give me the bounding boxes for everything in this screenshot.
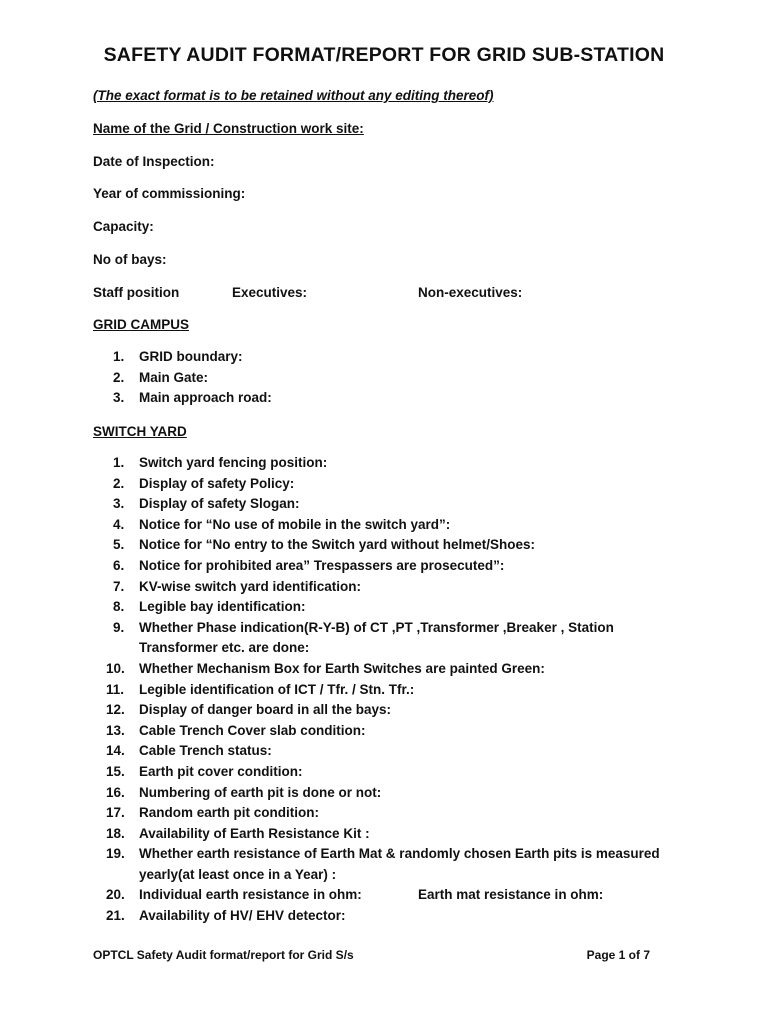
- field-bays: No of bays:: [93, 252, 167, 267]
- switch-yard-item: [0, 515, 768, 536]
- list-item-text: Legible bay identification:: [139, 599, 306, 615]
- list-item-continuation: yearly(at least once in a Year) :: [139, 866, 337, 882]
- grid-campus-item: [0, 347, 768, 368]
- list-item-number: 16.: [106, 784, 125, 800]
- switch-yard-item: [0, 824, 768, 845]
- list-item-number: 6.: [113, 557, 125, 573]
- page-footer: [93, 948, 650, 962]
- field-commissioning-year: Year of commissioning:: [93, 186, 246, 201]
- list-item-text: Notice for prohibited area” Trespassers are prosecuted”:: [139, 557, 505, 573]
- list-item-number: 3.: [113, 496, 125, 512]
- switch-yard-item: [0, 453, 768, 474]
- list-item-text: Switch yard fencing position:: [139, 455, 328, 470]
- footer-page-number: Page 1 of 7: [586, 948, 650, 962]
- footer-doc-title: OPTCL Safety Audit format/report for Grid S/s: [93, 948, 354, 962]
- list-item-text: Individual earth resistance in ohm:: [139, 887, 362, 903]
- grid-campus-list: [0, 347, 768, 409]
- list-item-number: 19.: [106, 846, 125, 862]
- list-item-text: Legible identification of ICT / Tfr. / Stn. Tfr.:: [139, 681, 415, 697]
- switch-yard-item: [0, 535, 768, 556]
- list-item-text: GRID boundary:: [139, 349, 243, 364]
- field-executives: Executives:: [232, 285, 308, 300]
- list-item-text: KV-wise switch yard identification:: [139, 578, 362, 594]
- list-item-text: Earth pit cover condition:: [139, 763, 303, 779]
- list-item-text: Main approach road:: [139, 390, 272, 406]
- list-item-text: Availability of Earth Resistance Kit :: [139, 825, 370, 841]
- list-item-text: Whether earth resistance of Earth Mat & randomly chosen Earth pits is measured: [139, 846, 660, 862]
- field-inspection-date: Date of Inspection:: [93, 154, 215, 169]
- list-item-number: 7.: [113, 578, 125, 594]
- list-item-number: 10.: [106, 660, 125, 676]
- switch-yard-item: [0, 803, 768, 824]
- list-item-second-column: Earth mat resistance in ohm:: [418, 887, 604, 903]
- list-item-number: 21.: [106, 908, 125, 924]
- switch-yard-item: [0, 577, 768, 598]
- grid-campus-item: [0, 388, 768, 409]
- list-item-number: 8.: [113, 599, 125, 615]
- switch-yard-list: [0, 453, 768, 927]
- list-item-number: 9.: [113, 619, 125, 635]
- switch-yard-item: [0, 844, 675, 885]
- switch-yard-item: [0, 700, 768, 721]
- list-item-text: Cable Trench Cover slab condition:: [139, 722, 366, 738]
- switch-yard-item: [0, 721, 768, 742]
- list-item-number: 14.: [106, 743, 125, 759]
- switch-yard-item: [0, 885, 768, 906]
- switch-yard-item: [0, 556, 768, 577]
- list-item-number: 12.: [106, 702, 125, 718]
- list-item-text: Whether Mechanism Box for Earth Switches are painted Green:: [139, 660, 545, 676]
- list-item-text: Availability of HV/ EHV detector:: [139, 908, 346, 924]
- page-title: SAFETY AUDIT FORMAT/REPORT FOR GRID SUB-STATION: [103, 44, 665, 66]
- list-item-text: Numbering of earth pit is done or not:: [139, 784, 382, 800]
- list-item-text: Display of safety Slogan:: [139, 496, 300, 512]
- grid-campus-item: [0, 368, 768, 389]
- switch-yard-item: [0, 474, 768, 495]
- switch-yard-item: [0, 618, 675, 659]
- field-staff-position: Staff position: [93, 285, 180, 300]
- switch-yard-item: [0, 659, 768, 680]
- list-item-number: 2.: [113, 475, 125, 491]
- list-item-number: 4.: [113, 516, 125, 532]
- switch-yard-item: [0, 762, 768, 783]
- switch-yard-item: [0, 741, 768, 762]
- list-item-number: 11.: [106, 681, 125, 697]
- list-item-text: Random earth pit condition:: [139, 805, 319, 821]
- section-heading-switch-yard: SWITCH YARD: [93, 424, 187, 439]
- switch-yard-item: [0, 680, 768, 701]
- list-item-number: 13.: [106, 722, 125, 738]
- list-item-number: 17.: [106, 805, 125, 821]
- switch-yard-item: [0, 906, 768, 927]
- list-item-text: Notice for “No use of mobile in the switch yard”:: [139, 516, 451, 532]
- list-item-text: Main Gate:: [139, 369, 209, 385]
- field-grid-name: Name of the Grid / Construction work site:: [93, 121, 364, 136]
- list-item-text: Display of safety Policy:: [139, 475, 295, 491]
- section-heading-grid-campus: GRID CAMPUS: [93, 317, 190, 332]
- list-item-text: Display of danger board in all the bays:: [139, 702, 392, 718]
- field-non-executives: Non-executives:: [418, 285, 523, 300]
- staff-position-row: [93, 285, 179, 300]
- list-item-number: 20.: [106, 887, 125, 903]
- list-item-number: 3.: [113, 390, 125, 406]
- list-item-number: 1.: [113, 455, 125, 470]
- list-item-number: 18.: [106, 825, 125, 841]
- switch-yard-item: [0, 494, 768, 515]
- switch-yard-item: [0, 783, 768, 804]
- list-item-number: 2.: [113, 369, 125, 385]
- field-capacity: Capacity:: [93, 219, 154, 234]
- list-item-number: 15.: [106, 763, 125, 779]
- format-note: (The exact format is to be retained without any editing thereof): [93, 88, 494, 103]
- list-item-continuation: Transformer etc. are done:: [139, 640, 310, 656]
- list-item-number: 1.: [113, 349, 125, 364]
- list-item-number: 5.: [113, 537, 125, 553]
- switch-yard-item: [0, 597, 768, 618]
- list-item-text: Cable Trench status:: [139, 743, 272, 759]
- list-item-text: Whether Phase indication(R-Y-B) of CT ,PT ,Transformer ,Breaker , Station: [139, 619, 614, 635]
- list-item-text: Notice for “No entry to the Switch yard without helmet/Shoes:: [139, 537, 536, 553]
